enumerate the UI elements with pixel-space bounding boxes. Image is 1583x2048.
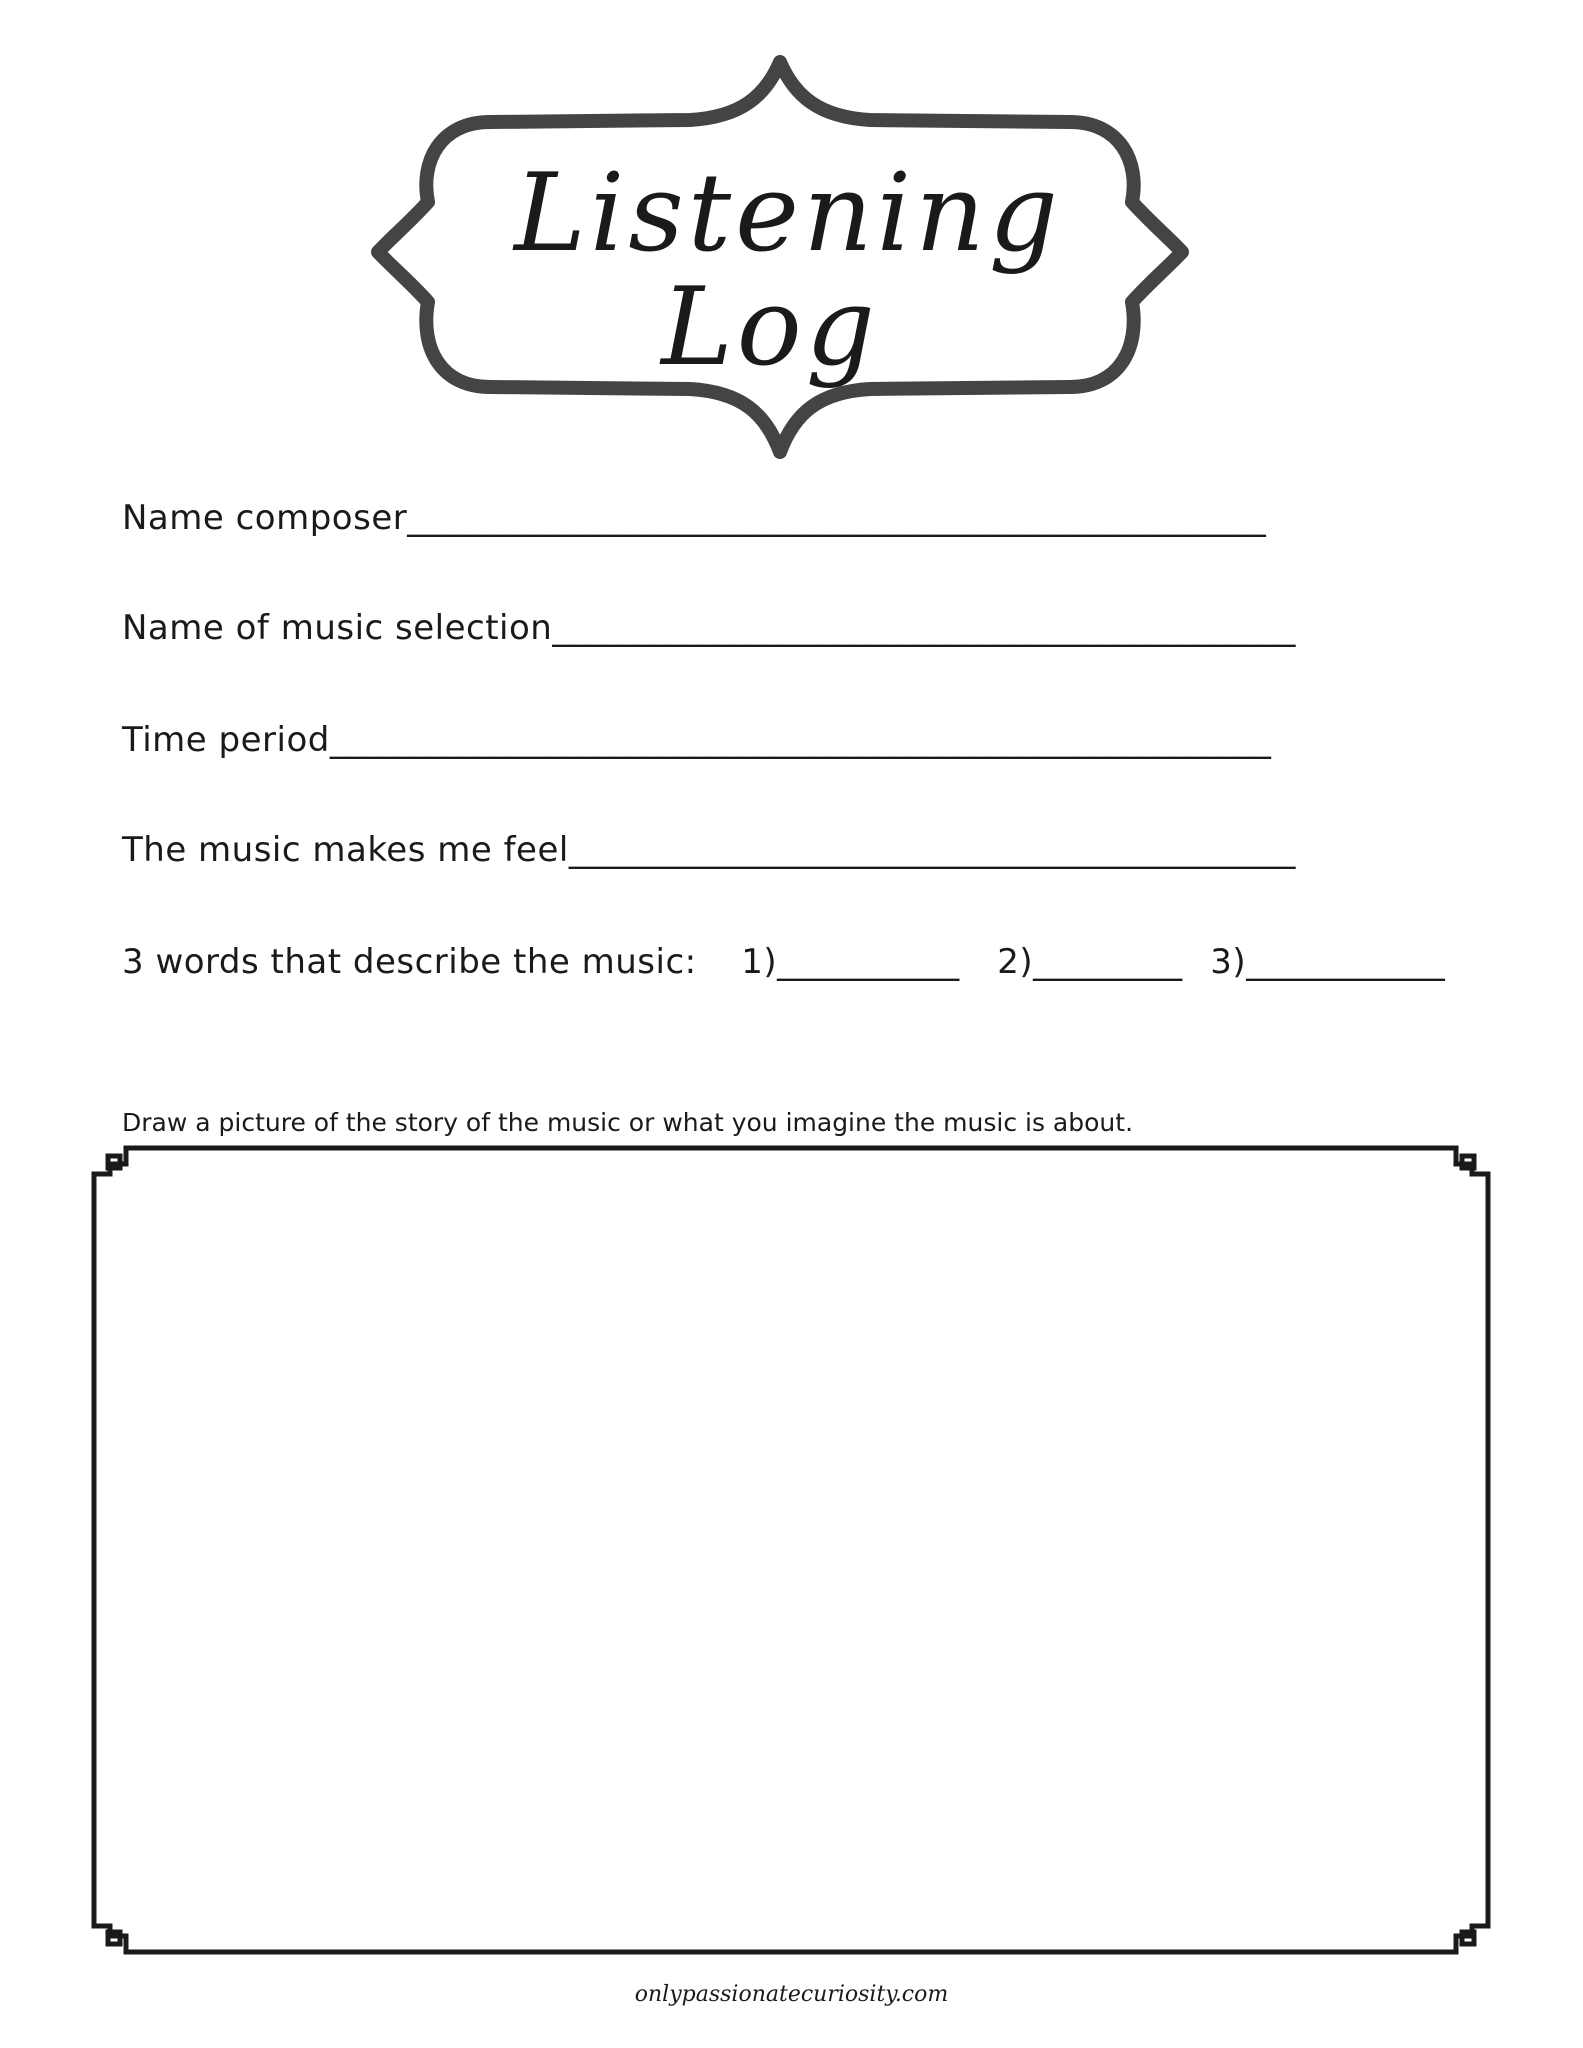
time-period-label: Time period [122, 720, 330, 760]
drawing-frame-border [94, 1148, 1488, 1952]
title-line-1: Listening [514, 151, 1062, 276]
composer-label: Name composer [122, 498, 408, 538]
three-words-label: 3 words that describe the music: [122, 942, 697, 982]
title-line-2: Log [661, 265, 879, 390]
selection-label: Name of music selection [122, 608, 553, 648]
footer-site: onlypassionatecuriosity.com [634, 1982, 949, 2007]
word-2-blank[interactable]: _________ [1033, 942, 1182, 982]
composer-blank[interactable]: ____________________________________________________ [407, 498, 1266, 538]
three-words-field [122, 942, 1444, 982]
word-1-label: 1) [741, 942, 778, 982]
selection-blank[interactable]: _____________________________________________ [552, 608, 1295, 648]
drawing-prompt: Draw a picture of the story of the music or what you imagine the music is about. [122, 1108, 1134, 1137]
feel-blank[interactable]: ____________________________________________ [568, 830, 1295, 870]
title-plaque [370, 52, 1190, 462]
feel-label: The music makes me feel [122, 830, 569, 870]
time-period-field [122, 720, 1270, 760]
word-1-blank[interactable]: ___________ [777, 942, 959, 982]
feel-field [122, 830, 1295, 870]
word-3-blank[interactable]: ____________ [1246, 942, 1445, 982]
word-3-label: 3) [1210, 942, 1247, 982]
composer-field [122, 498, 1265, 538]
time-period-blank[interactable]: _________________________________________________________ [329, 720, 1271, 760]
drawing-area[interactable] [86, 1140, 1496, 1960]
word-2-label: 2) [997, 942, 1034, 982]
selection-field [122, 608, 1295, 648]
